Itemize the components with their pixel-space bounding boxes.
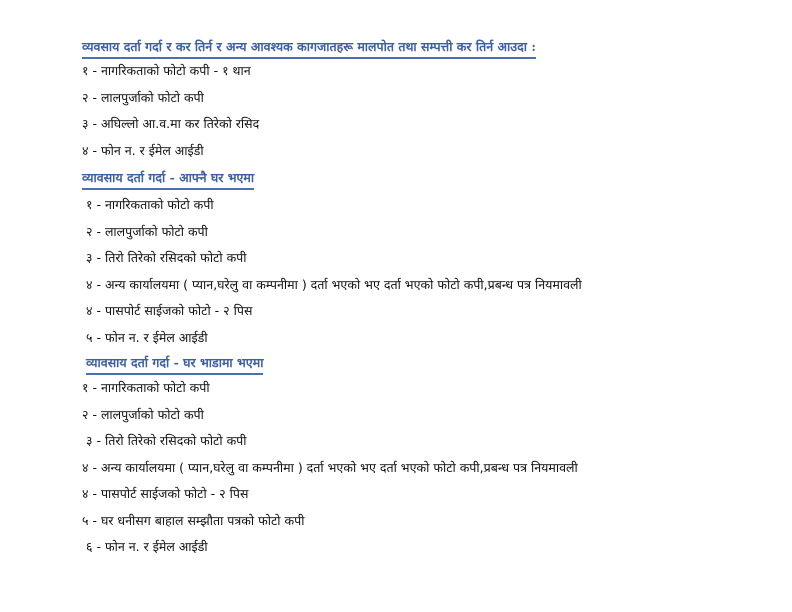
list-item: २ - लालपुर्जाको फोटो कपी — [82, 406, 204, 422]
list-item: ३ - अघिल्लो आ.व.मा कर तिरेको रसिद — [82, 116, 260, 131]
requirement-list — [0, 192, 792, 351]
list-item: ४ - फोन न. र ईमेल आईडी — [82, 142, 204, 158]
list-item: ४ - अन्य कार्यालयमा ( प्यान,घरेलु वा कम्पनीमा ) दर्ता भएको भए दर्ता भएको फोटो कपी,प्रबन्ध पत्र नियमावली — [82, 459, 578, 475]
requirement-list — [0, 58, 792, 164]
section-heading: व्यावसाय दर्ता गर्दा - घर भाडामा भएमा — [86, 354, 263, 375]
list-item: ६ - फोन न. र ईमेल आईडी — [86, 539, 208, 554]
list-item: २ - लालपुर्जाको फोटो कपी — [82, 89, 204, 105]
section-heading: व्यवसाय दर्ता गर्दा र कर तिर्न र अन्य आवश्यक कागजातहरू मालपोत तथा सम्पत्ती कर तिर्न आउदा : — [82, 38, 536, 59]
list-item: ४ - अन्य कार्यालयमा ( प्यान,घरेलु वा कम्पनीमा ) दर्ता भएको भए दर्ता भएको फोटो कपी,प्रबन्ध पत्र नियमावली — [86, 276, 582, 292]
list-item: ५ - फोन न. र ईमेल आईडी — [86, 329, 208, 345]
list-item: १ - नागरिकताको फोटो कपी — [86, 197, 214, 212]
section-business-registration-tax — [0, 36, 792, 164]
list-item: १ - नागरिकताको फोटो कपी — [82, 380, 210, 395]
list-item: ३ - तिरो तिरेको रसिदको फोटो कपी — [86, 250, 247, 265]
section-heading: व्यावसाय दर्ता गर्दा - आफ्नै घर भएमा — [82, 169, 254, 190]
list-item: २ - लालपुर्जाको फोटो कपी — [86, 223, 208, 239]
list-item: ५ - घर धनीसग बाहाल सम्झौता पत्रको फोटो कपी — [82, 512, 305, 528]
list-item: ३ - तिरो तिरेको रसिदको फोटो कपी — [86, 433, 247, 448]
list-item: ४ - पासपोर्ट साईजको फोटो - २ पिस — [82, 486, 249, 501]
list-item: १ - नागरिकताको फोटो कपी - १ थान — [82, 63, 251, 78]
list-item: ४ - पासपोर्ट साईजको फोटो - २ पिस — [86, 303, 253, 318]
section-own-house — [0, 167, 792, 351]
section-rented-house — [0, 352, 792, 561]
requirement-list — [0, 375, 792, 561]
